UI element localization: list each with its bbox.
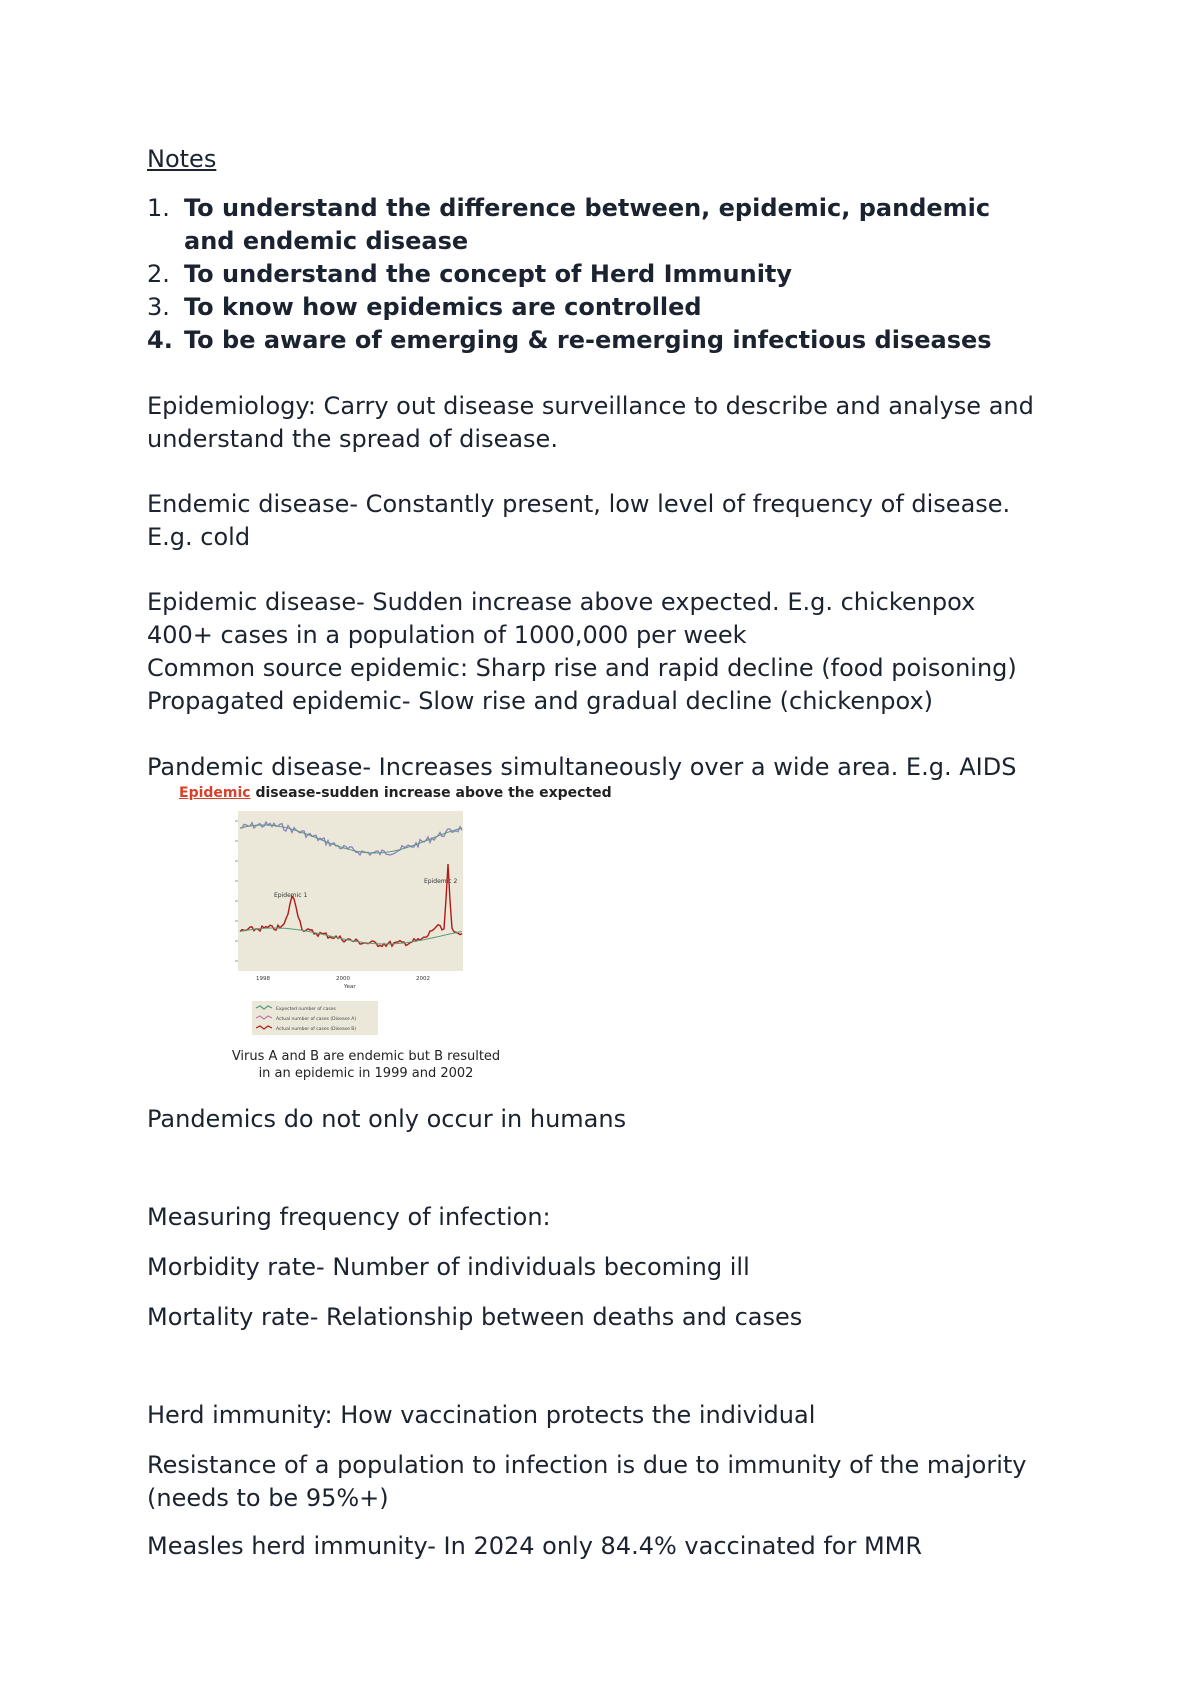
mortality-rate: Mortality rate- Relationship between deaths and cases bbox=[147, 1303, 803, 1331]
epidemic-figure bbox=[176, 785, 612, 1085]
x-tick-label: 1998 bbox=[256, 976, 270, 982]
morbidity-rate: Morbidity rate- Number of individuals becoming ill bbox=[147, 1253, 750, 1281]
propagated-epidemic: Propagated epidemic- Slow rise and gradual decline (chickenpox) bbox=[147, 687, 934, 715]
aim-item-4 bbox=[147, 324, 992, 357]
figure-caption bbox=[216, 1048, 516, 1082]
aim-text-continued: and endemic disease bbox=[184, 227, 469, 255]
measuring-frequency-heading: Measuring frequency of infection: bbox=[147, 1203, 551, 1231]
epidemic-threshold: 400+ cases in a population of 1000,000 per week bbox=[147, 621, 747, 649]
figure-title-highlight: Epidemic bbox=[179, 785, 251, 801]
y-axis-ticks bbox=[235, 821, 238, 961]
x-tick-label: 2002 bbox=[416, 976, 430, 982]
aim-text: To understand the concept of Herd Immunity bbox=[184, 260, 793, 288]
aim-text: To understand the difference between, epidemic, pandemic bbox=[184, 194, 991, 222]
epidemiology-definition: Epidemiology: Carry out disease surveillance to describe and analyse and bbox=[147, 392, 1034, 420]
figure-caption-line-2: in an epidemic in 1999 and 2002 bbox=[258, 1066, 474, 1081]
x-tick-label: 2000 bbox=[336, 976, 350, 982]
pandemics-not-only-humans: Pandemics do not only occur in humans bbox=[147, 1105, 627, 1133]
pandemic-definition: Pandemic disease- Increases simultaneously over a wide area. E.g. AIDS bbox=[147, 753, 1017, 781]
common-source-epidemic: Common source epidemic: Sharp rise and rapid decline (food poisoning) bbox=[147, 654, 1017, 682]
aim-number: 1. bbox=[147, 194, 170, 222]
aim-number: 4. bbox=[147, 326, 173, 354]
aim-number: 3. bbox=[147, 293, 170, 321]
figure-caption-line-1: Virus A and B are endemic but B resulted bbox=[231, 1049, 501, 1064]
epidemic-2-annotation: Epidemic 2 bbox=[424, 878, 458, 885]
learning-aims-list bbox=[147, 192, 992, 357]
aim-text: To be aware of emerging & re-emerging infectious diseases bbox=[184, 326, 992, 354]
aim-item-1 bbox=[147, 192, 992, 258]
notes-heading: Notes bbox=[147, 145, 217, 173]
legend-label-disease-b: Actual number of cases (Disease B) bbox=[276, 1027, 357, 1032]
aim-text: To know how epidemics are controlled bbox=[184, 293, 702, 321]
legend-label-expected: Expected number of cases bbox=[276, 1007, 336, 1012]
herd-immunity-threshold: (needs to be 95%+) bbox=[147, 1484, 389, 1512]
herd-immunity-resistance: Resistance of a population to infection is due to immunity of the majority bbox=[147, 1451, 1027, 1479]
herd-immunity-heading: Herd immunity: How vaccination protects the individual bbox=[147, 1401, 816, 1429]
endemic-example: E.g. cold bbox=[147, 523, 251, 551]
plot-background bbox=[238, 811, 463, 971]
epidemic-1-annotation: Epidemic 1 bbox=[274, 892, 308, 899]
endemic-definition: Endemic disease- Constantly present, low level of frequency of disease. bbox=[147, 490, 1011, 518]
x-axis-label: Year bbox=[344, 984, 356, 990]
legend-label-disease-a: Actual number of cases (Disease A) bbox=[276, 1017, 357, 1022]
aim-number: 2. bbox=[147, 260, 170, 288]
aim-item-3 bbox=[147, 291, 992, 324]
figure-title bbox=[179, 785, 612, 801]
figure-title-rest: disease-sudden increase above the expected bbox=[250, 785, 612, 801]
epidemic-definition: Epidemic disease- Sudden increase above expected. E.g. chickenpox bbox=[147, 588, 976, 616]
measles-herd-immunity: Measles herd immunity- In 2024 only 84.4% vaccinated for MMR bbox=[147, 1532, 923, 1560]
epidemiology-definition-continued: understand the spread of disease. bbox=[147, 425, 558, 453]
aim-item-2 bbox=[147, 258, 992, 291]
epidemic-line-graph bbox=[226, 811, 476, 1043]
